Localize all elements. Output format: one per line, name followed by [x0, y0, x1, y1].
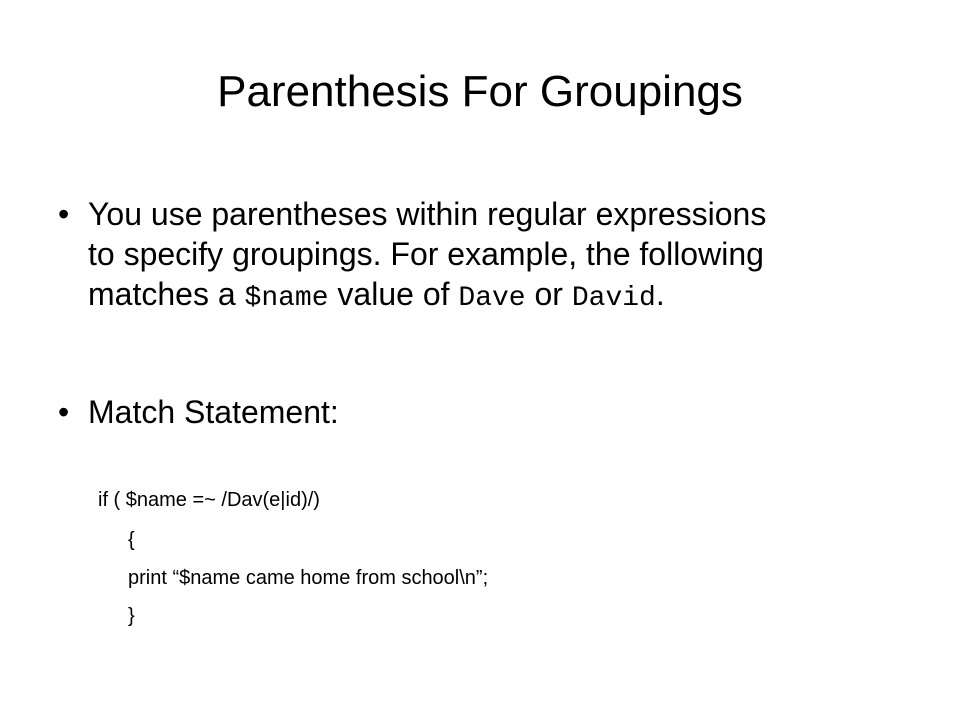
- slide-title: Parenthesis For Groupings: [217, 67, 743, 116]
- text-run: .: [655, 276, 665, 312]
- bullet-item: [58, 194, 918, 319]
- inline-code: Dave: [458, 283, 526, 314]
- text-run: value of: [328, 276, 459, 312]
- code-line: if ( $name =~ /Dav(e|id)/): [98, 489, 320, 511]
- bullet-line: [88, 274, 918, 319]
- bullet-dot-icon: •: [58, 196, 70, 232]
- bullet-text: Match Statement:: [88, 394, 339, 430]
- code-line: print “$name came home from school\n”;: [128, 567, 489, 589]
- text-run: matches a: [88, 276, 245, 312]
- inline-code: $name: [244, 283, 329, 314]
- text-run: or: [525, 276, 572, 312]
- bullet-line: to specify groupings. For example, the following: [88, 236, 764, 272]
- code-line: }: [128, 605, 135, 627]
- code-line: {: [128, 529, 135, 551]
- inline-code: David: [571, 283, 656, 314]
- bullet-line: You use parentheses within regular expressions: [88, 196, 767, 232]
- bullet-text: [58, 194, 918, 319]
- bullet-item: [58, 392, 918, 432]
- bullet-dot-icon: •: [58, 394, 70, 430]
